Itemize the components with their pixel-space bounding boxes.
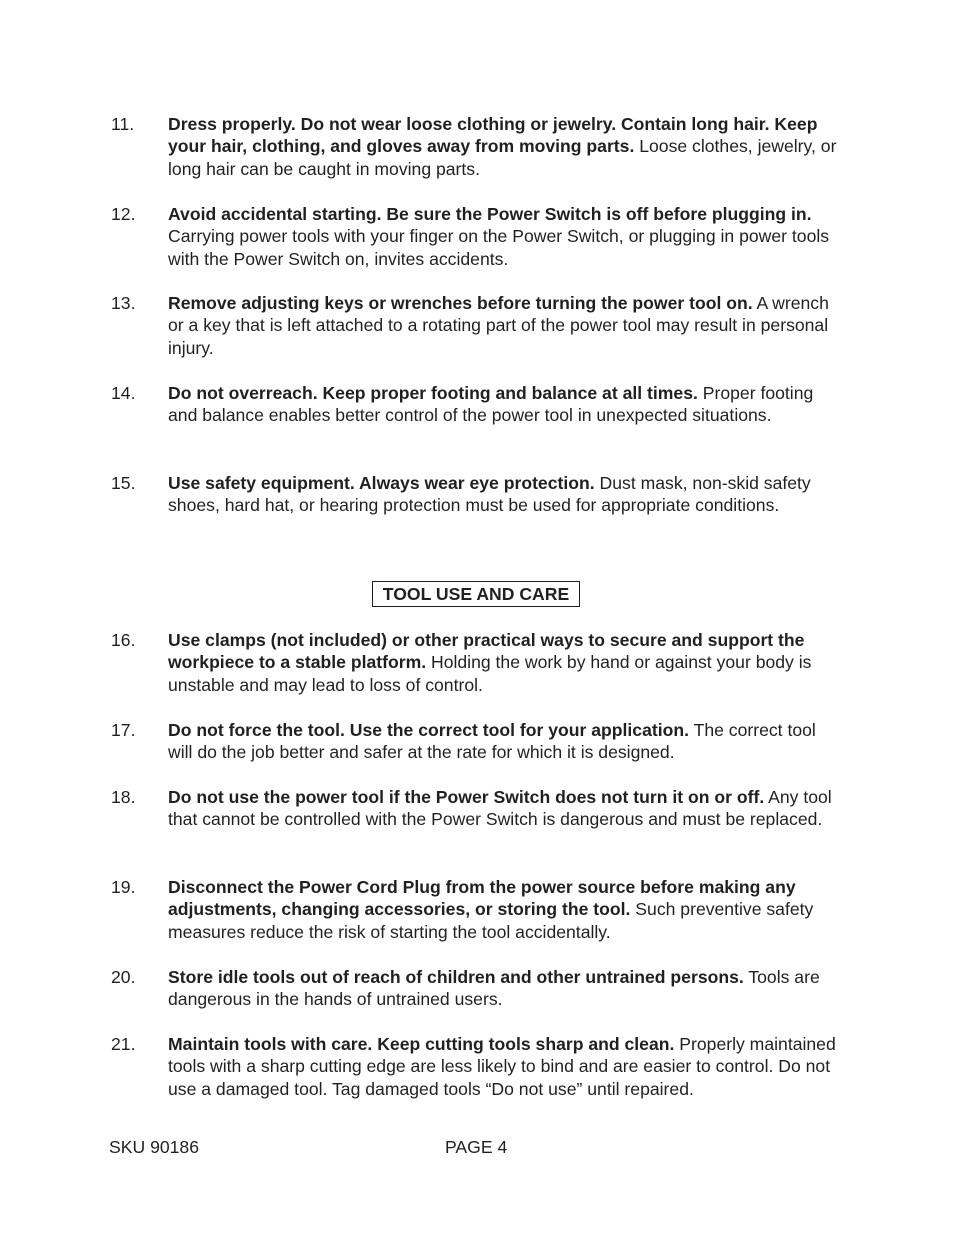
rule-number: 16. [111,630,136,650]
section-heading-tool-use-and-care: TOOL USE AND CARE [372,581,580,607]
rule-heading: Do not force the tool. Use the correct tool for your application. [168,720,690,740]
rule-explanation: Any tool that cannot be controlled with the Power Switch is dangerous and must be replaced. [168,787,832,830]
rule-heading: Use clamps (not included) or other practical ways to secure and support the workpiece to a stable platform. [168,630,805,673]
rule-text [168,719,838,764]
rule-explanation: Holding the work by hand or against your body is unstable and may lead to loss of control. [168,652,812,695]
rule-text [168,292,838,359]
rule-explanation: Such preventive safety measures reduce the risk of starting the tool accidentally. [168,899,814,942]
rule-explanation: Properly maintained tools with a sharp cutting edge are less likely to bind and are easier to control. Do not use a damaged tool. Tag damaged tools “Do not use” until repaired. [168,1034,836,1099]
rule-number: 18. [111,787,136,807]
rule-heading: Avoid accidental starting. Be sure the Power Switch is off before plugging in. [168,204,812,224]
rule-heading: Remove adjusting keys or wrenches before turning the power tool on. [168,293,753,313]
rule-explanation: Tools are dangerous in the hands of untrained users. [168,967,820,1010]
rule-number: 21. [111,1034,136,1054]
rule-heading: Do not overreach. Keep proper footing and balance at all times. [168,383,698,403]
rule-text [168,1033,838,1100]
rule-text [168,966,838,1011]
rule-heading: Do not use the power tool if the Power Switch does not turn it on or off. [168,787,765,807]
rule-number: 15. [111,473,136,493]
rule-text [168,629,838,696]
rule-number: 14. [111,383,136,403]
rule-explanation: The correct tool will do the job better and safer at the rate for which it is designed. [168,720,816,763]
rule-number: 13. [111,293,136,313]
rule-heading: Maintain tools with care. Keep cutting tools sharp and clean. [168,1034,675,1054]
rule-text [168,876,838,943]
rule-number: 17. [111,720,136,740]
rule-text [168,472,838,517]
rule-explanation: Dust mask, non-skid safety shoes, hard hat, or hearing protection must be used for appropriate conditions. [168,473,811,516]
footer-page-number: PAGE 4 [445,1137,508,1157]
rule-text [168,382,838,427]
rule-text [168,203,838,270]
footer-sku: SKU 90186 [109,1137,199,1157]
rule-explanation: Loose clothes, jewelry, or long hair can be caught in moving parts. [168,136,837,179]
rule-text [168,113,838,180]
rule-text [168,786,838,831]
rule-explanation: Proper footing and balance enables better control of the power tool in unexpected situations. [168,383,814,426]
rule-heading: Use safety equipment. Always wear eye protection. [168,473,595,493]
rule-heading: Store idle tools out of reach of children and other untrained persons. [168,967,744,987]
rule-number: 12. [111,204,136,224]
rule-explanation: A wrench or a key that is left attached to a rotating part of the power tool may result in personal injury. [168,293,829,358]
rule-number: 11. [111,114,135,134]
rule-heading: Disconnect the Power Cord Plug from the power source before making any adjustments, changing accessories, or storing the tool. [168,877,796,920]
rule-explanation: Carrying power tools with your finger on the Power Switch, or plugging in power tools with the Power Switch on, invites accidents. [168,226,830,269]
rule-number: 20. [111,967,136,987]
rule-number: 19. [111,877,136,897]
rule-heading: Dress properly. Do not wear loose clothing or jewelry. Contain long hair. Keep your hair, clothing, and gloves away from moving parts. [168,114,818,157]
